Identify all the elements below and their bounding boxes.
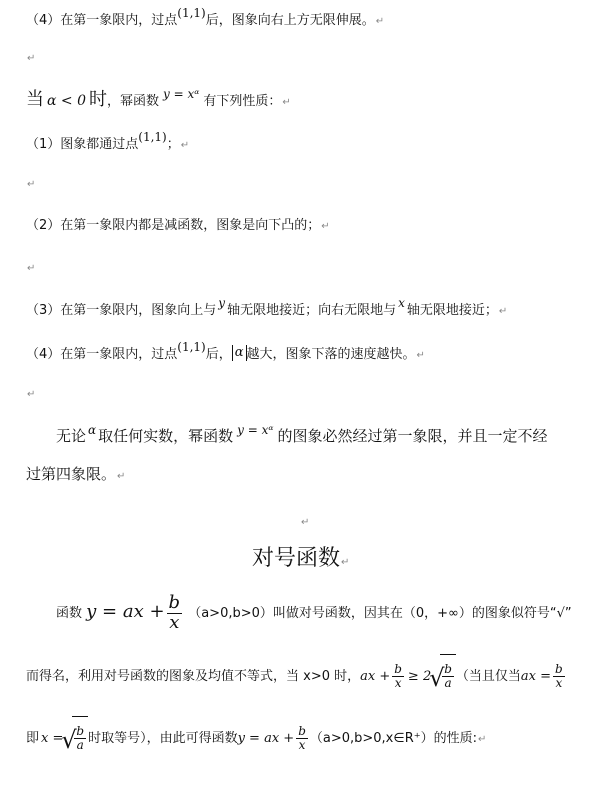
x-variable: x xyxy=(398,296,405,310)
text: 当 xyxy=(26,89,44,110)
summary-line-2 xyxy=(26,464,125,487)
fraction-b-over-x xyxy=(296,725,308,751)
text: （a>0,b>0）叫做对号函数，因其在（0，+∞）的图象似符号“√” xyxy=(188,606,572,621)
property-3-negative xyxy=(26,296,508,322)
text: 而得名，利用对号函数的图象及均值不等式，当 x>0 时， xyxy=(26,669,361,684)
text: 取任何实数，幂函数 xyxy=(98,427,234,445)
negative-alpha-intro xyxy=(26,87,291,113)
paragraph-mark: ↵ xyxy=(27,53,36,64)
x-equals-formula: x = xyxy=(41,731,64,746)
property-1-negative xyxy=(26,130,190,156)
numerator: b xyxy=(394,662,402,677)
formula-lhs: y = ax + xyxy=(86,601,165,622)
blank-line xyxy=(26,258,35,279)
sqrt-b-over-a xyxy=(63,716,88,761)
abs-alpha-formula: α xyxy=(232,345,247,361)
text: （3）在第一象限内，图象向上与 xyxy=(26,303,217,318)
paragraph-mark: ↵ xyxy=(117,471,126,482)
power-function-formula: y = xᵅ xyxy=(237,423,274,437)
blank-line xyxy=(26,384,35,405)
fraction-b-over-x xyxy=(553,663,565,689)
blank-line xyxy=(26,48,35,69)
heading-text: 对号函数 xyxy=(252,546,341,571)
condition-formula: α < 0 xyxy=(47,93,86,109)
formula-lhs: y = ax + xyxy=(237,731,295,746)
text: 有下列性质： xyxy=(203,94,282,109)
paragraph-mark: ↵ xyxy=(321,221,330,232)
paragraph-mark: ↵ xyxy=(27,179,36,190)
point-formula: (1,1) xyxy=(177,6,206,20)
text: （当且仅当 xyxy=(455,669,521,684)
blank-line xyxy=(300,512,309,533)
text: （4）在第一象限内，过点 xyxy=(26,347,178,362)
text: （2）在第一象限内都是减函数，图象是向下凸的； xyxy=(26,218,321,233)
paragraph-mark: ↵ xyxy=(180,140,190,151)
text: 时取等号），由此可得函数 xyxy=(88,731,238,746)
definition-line xyxy=(56,590,572,636)
text: 轴无限地接近；向右无限地与 xyxy=(227,303,397,318)
property-4-negative xyxy=(26,340,425,366)
denominator: x xyxy=(298,738,306,752)
denominator: x xyxy=(394,676,402,690)
fraction-b-over-x xyxy=(167,594,183,633)
paragraph-mark: ↵ xyxy=(301,517,310,528)
denominator: a xyxy=(444,676,452,690)
ge-formula: ≥ 2 xyxy=(407,669,432,684)
blank-line xyxy=(26,174,35,195)
equality-condition-line xyxy=(26,716,486,762)
text: 的图象必然经过第一象限，并且一定不经 xyxy=(277,427,548,445)
text: （1）图象都通过点 xyxy=(26,137,139,152)
text: 后，图象向右上方无限伸展。 xyxy=(205,13,375,28)
text: 无论 xyxy=(56,427,87,445)
numerator: b xyxy=(168,592,181,614)
paragraph-mark: ↵ xyxy=(341,557,350,568)
paragraph-mark: ↵ xyxy=(282,97,291,108)
text: （4）在第一象限内，过点 xyxy=(26,13,178,28)
fraction-b-over-x xyxy=(392,663,404,689)
summary-line-1 xyxy=(56,423,548,447)
paragraph-mark: ↵ xyxy=(477,734,487,745)
text: 轴无限地接近； xyxy=(406,303,498,318)
property-2-negative xyxy=(26,216,330,237)
text: 过第四象限。 xyxy=(26,465,117,483)
text: ，幂函数 xyxy=(107,94,160,109)
numerator: √ b xyxy=(76,724,85,739)
point-formula: (1,1) xyxy=(177,340,206,354)
paragraph-mark: ↵ xyxy=(498,306,508,317)
paragraph-mark: ↵ xyxy=(27,389,36,400)
numerator: b xyxy=(555,662,563,677)
text: 时 xyxy=(89,89,107,110)
inequality-line xyxy=(26,654,567,699)
paragraph-mark: ↵ xyxy=(375,16,385,27)
equality-formula: ax = xyxy=(520,669,552,684)
sqrt-b-over-a xyxy=(431,654,456,699)
property-4-positive xyxy=(26,6,385,32)
text: ； xyxy=(166,137,180,152)
text: （a>0,b>0,x∈R⁺）的性质: xyxy=(309,731,477,746)
denominator: x xyxy=(169,612,180,633)
text: 函数 xyxy=(56,606,83,621)
section-heading xyxy=(252,544,349,578)
numerator: √ b xyxy=(444,662,452,677)
alpha-variable: α xyxy=(88,423,97,437)
formula-lhs: ax + xyxy=(360,669,391,684)
denominator: x xyxy=(555,676,563,690)
numerator: b xyxy=(298,724,306,739)
denominator: a xyxy=(76,738,84,752)
point-formula: (1,1) xyxy=(138,130,167,144)
text: 后， xyxy=(205,347,232,362)
paragraph-mark: ↵ xyxy=(27,263,36,274)
text: 即 xyxy=(26,731,40,746)
paragraph-mark: ↵ xyxy=(416,350,425,361)
text: 越大，图象下落的速度越快。 xyxy=(246,347,416,362)
power-function-formula: y = xᵅ xyxy=(163,87,200,101)
y-variable: y xyxy=(218,296,226,310)
